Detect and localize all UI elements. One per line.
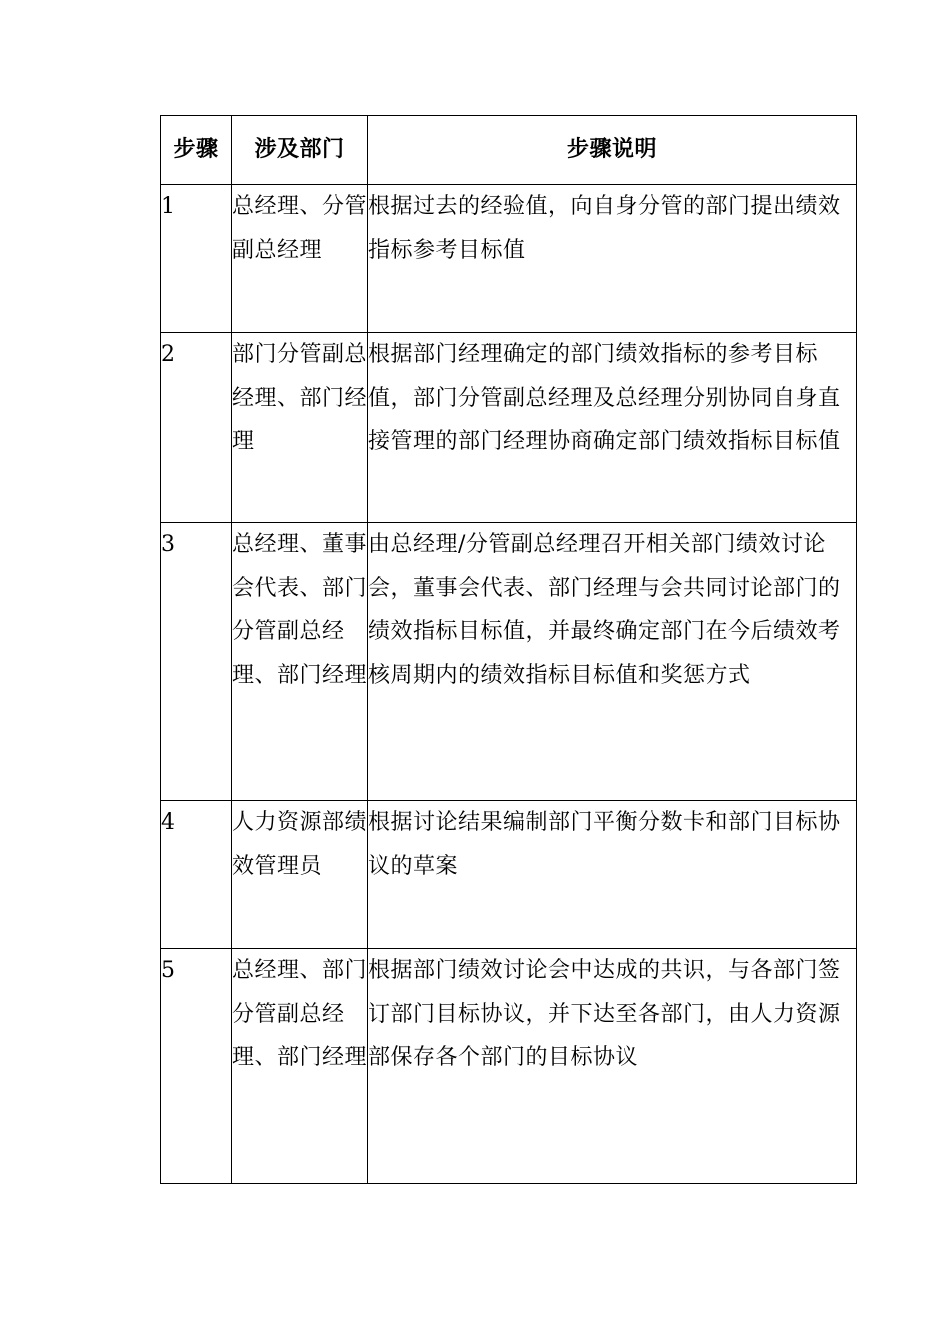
table-row [161, 333, 857, 523]
description-cell: 根据部门经理确定的部门绩效指标的参考目标值，部门分管副总经理及总经理分别协同自身直接管理的部门经理协商确定部门绩效指标目标值 [368, 333, 857, 523]
department-cell: 总经理、董事会代表、部门分管副总经理、部门经理 [232, 523, 368, 801]
description-cell: 根据讨论结果编制部门平衡分数卡和部门目标协议的草案 [368, 801, 857, 949]
table-row [161, 949, 857, 1184]
header-department: 涉及部门 [232, 116, 368, 185]
step-number-cell: 2 [161, 333, 232, 523]
department-cell: 人力资源部绩效管理员 [232, 801, 368, 949]
table-row [161, 523, 857, 801]
department-cell: 总经理、分管副总经理 [232, 185, 368, 333]
department-cell: 总经理、部门分管副总经理、部门经理 [232, 949, 368, 1184]
header-description: 步骤说明 [368, 116, 857, 185]
department-cell: 部门分管副总经理、部门经理 [232, 333, 368, 523]
table-header-row [161, 116, 857, 185]
description-cell: 根据部门绩效讨论会中达成的共识，与各部门签订部门目标协议，并下达至各部门，由人力资源部保存各个部门的目标协议 [368, 949, 857, 1184]
step-number-cell: 1 [161, 185, 232, 333]
description-cell: 根据过去的经验值，向自身分管的部门提出绩效指标参考目标值 [368, 185, 857, 333]
step-number-cell: 5 [161, 949, 232, 1184]
table-row [161, 801, 857, 949]
header-step: 步骤 [161, 116, 232, 185]
step-number-cell: 3 [161, 523, 232, 801]
steps-table [160, 115, 857, 1184]
step-number-cell: 4 [161, 801, 232, 949]
description-cell: 由总经理/分管副总经理召开相关部门绩效讨论会，董事会代表、部门经理与会共同讨论部门的绩效指标目标值，并最终确定部门在今后绩效考核周期内的绩效指标目标值和奖惩方式 [368, 523, 857, 801]
table-row [161, 185, 857, 333]
